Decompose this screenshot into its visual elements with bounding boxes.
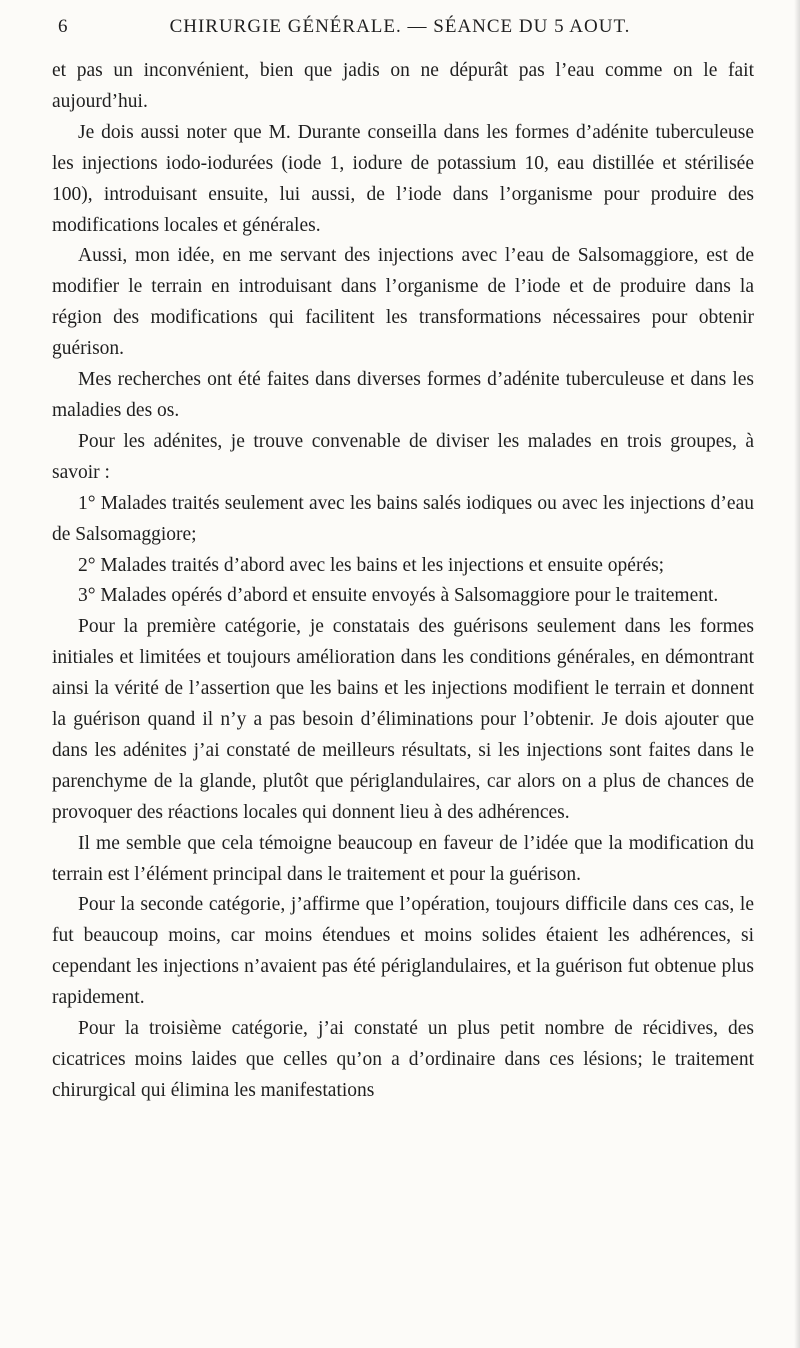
page-edge-shadow: [794, 0, 800, 1348]
paragraph: et pas un inconvénient, bien que jadis on ne dépurât pas l’eau comme on le fait aujourd’hui.: [52, 60, 754, 112]
running-head: CHIRURGIE GÉNÉRALE. — SÉANCE DU 5 AOUT.: [169, 16, 631, 37]
page-number: 6: [58, 16, 69, 37]
paragraph: Pour les adénites, je trouve convenable de diviser les malades en trois groupes, à savoir :: [52, 430, 754, 483]
body-text: [52, 56, 754, 1107]
paragraph: Pour la troisième catégorie, j’ai constaté un plus petit nombre de récidives, des cicatrices moins laides que celles qu’on a d’ordinaire dans ces lésions; le traitement chirurgical qui élimina les manifestations: [52, 1018, 754, 1101]
paragraph: Pour la première catégorie, je constatais des guérisons seulement dans les formes initiales et limitées et toujours amélioration dans les conditions générales, en démontrant ainsi la vérité de l’assertion que les bains et les injections modifient le terrain et donnent la guérison quand il n’y a pas besoin d’éliminations pour l’obtenir. Je dois ajouter que dans les adénites j’ai constaté de meilleurs résultats, si les injections sont faites dans le parenchyme de la glande, plutôt que périglandulaires, car alors on a plus de chances de provoquer des réactions locales qui donnent lieu à des adhérences.: [52, 616, 754, 823]
list-item-1: 1° Malades traités seulement avec les bains salés iodiques ou avec les injections d’eau de Salsomaggiore;: [52, 492, 754, 545]
paragraph: Il me semble que cela témoigne beaucoup en faveur de l’idée que la modification du terrain est l’élément principal dans le traitement et pour la guérison.: [52, 832, 754, 885]
list-item-3: 3° Malades opérés d’abord et ensuite envoyés à Salsomaggiore pour le traitement.: [78, 585, 719, 607]
page-header: [46, 12, 754, 42]
paragraph: Pour la seconde catégorie, j’affirme que l’opération, toujours difficile dans ces cas, le fut beaucoup moins, car moins étendues et moins solides étaient les adhérences, si cependant les injections n’avaient pas été périglandulaires, et la guérison fut obtenue plus rapidement.: [52, 894, 754, 1009]
paragraph: Mes recherches ont été faites dans diverses formes d’adénite tuberculeuse et dans les maladies des os.: [52, 369, 754, 421]
paragraph: Aussi, mon idée, en me servant des injections avec l’eau de Salsomaggiore, est de modifier le terrain en introduisant dans l’organisme de l’iode et de produire dans la région des modifications qui facilitent les transformations nécessaires pour obtenir guérison.: [52, 245, 754, 360]
list-item-2: 2° Malades traités d’abord avec les bains et les injections et ensuite opérés;: [78, 554, 665, 576]
paragraph: Je dois aussi noter que M. Durante conseilla dans les formes d’adénite tuberculeuse les injections iodo-iodurées (iode 1, iodure de potassium 10, eau distillée et stérilisée 100), introduisant ensuite, lui aussi, de l’iode dans l’organisme pour produire des modifications locales et générales.: [52, 121, 754, 236]
